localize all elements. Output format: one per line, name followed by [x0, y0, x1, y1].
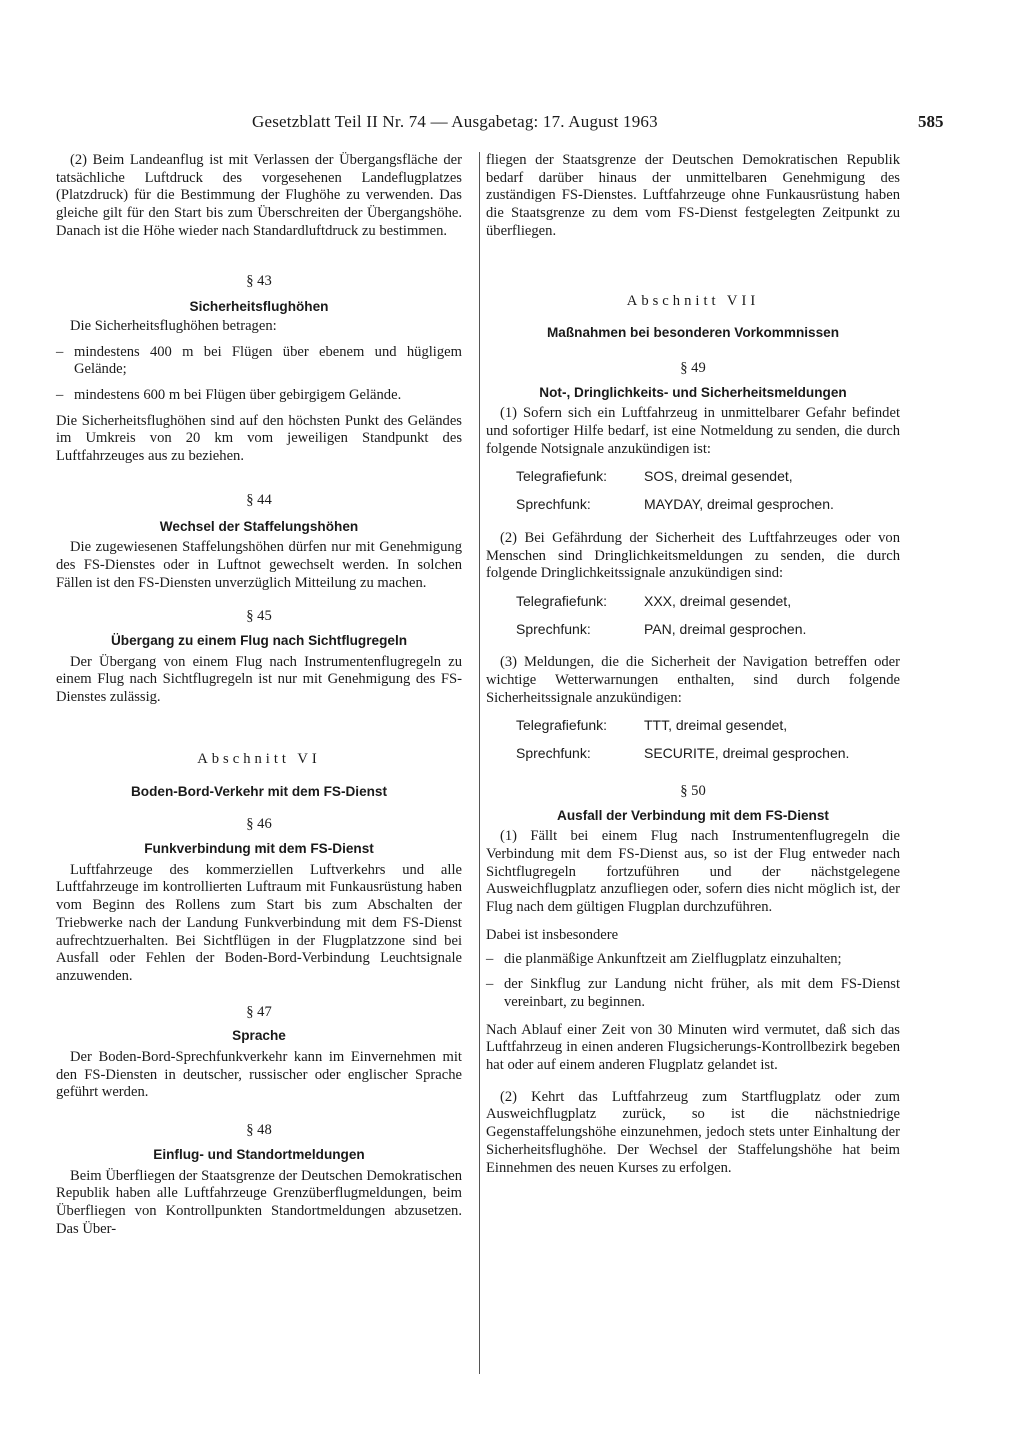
signal-value: XXX, dreimal gesendet,	[644, 592, 792, 609]
list-item	[486, 951, 900, 969]
running-header: Gesetzblatt Teil II Nr. 74 — Ausgabetag: 17. August 1963	[252, 112, 658, 131]
list-item	[56, 344, 462, 379]
paragraph: (2) Bei Gefährdung der Sicherheit des Luftfahrzeuges oder von Menschen sind Dringlichkeitsmeldungen zu senden, die durch folgende Dringlichkeitssignale anzukündigen sind:	[486, 529, 900, 582]
section-title: Einflug- und Standortmeldungen	[153, 1146, 365, 1162]
paragraph: Nach Ablauf einer Zeit von 30 Minuten wird vermutet, daß sich das Luftfahrzeug in einen anderen Flugsicherungs-Kontrollbezirk begeben hat oder auf einem anderen Flugplatz gelandet ist.	[486, 1021, 900, 1074]
section-number: § 43	[246, 272, 272, 289]
list-dash: –	[56, 387, 64, 404]
section-title: Not-, Dringlichkeits- und Sicherheitsmeldungen	[539, 384, 847, 400]
section-number: § 47	[246, 1003, 272, 1020]
section-number: § 48	[246, 1122, 272, 1139]
section-title: Übergang zu einem Flug nach Sichtflugregeln	[110, 633, 408, 649]
signal-value: SOS, dreimal gesendet,	[644, 468, 793, 485]
signal-row	[486, 593, 900, 611]
paragraph: Die Sicherheitsflughöhen sind auf den höchsten Punkt des Geländes im Umkreis von 20 km vom jeweiligen Standpunkt des Luftfahrzeuges aus zu beziehen.	[56, 412, 462, 465]
paragraph: Die zugewiesenen Staffelungshöhen dürfen nur mit Genehmigung des FS-Dienstes oder in Luftnot gewechselt werden. In solchen Fällen ist den FS-Diensten unverzüglich Mitteilung zu machen.	[56, 539, 462, 591]
section-number: § 45	[246, 608, 272, 625]
list-item	[56, 387, 462, 405]
list-item-text: der Sinkflug zur Landung nicht früher, als mit dem FS-Dienst vereinbart, zu beginnen.	[504, 976, 900, 1010]
signal-value: MAYDAY, dreimal gesprochen.	[644, 496, 834, 513]
list-item-text: mindestens 400 m bei Flügen über ebenem und hügligem Gelände;	[74, 343, 462, 378]
list-item	[486, 976, 900, 1011]
paragraph: Luftfahrzeuge des kommerziellen Luftverkehrs und alle Luftfahrzeuge im kontrollierten Luftraum mit Funkausrüstung haben vom Beginn des Rollens zum Start bis zum Abschalten der Triebwerke nach der Landung Funkverbindung mit dem FS-Dienst aufrechtzuerhalten. Bei Sichtflügen in der Flugplatzzone sind bei Ausfall oder Fehlen der Boden-Bord-Verbindung Leuchtsignale anzuwenden.	[56, 861, 462, 984]
section-number: § 46	[246, 816, 272, 833]
left-column	[56, 152, 462, 1238]
list-item-text: mindestens 600 m bei Flügen über gebirgigem Gelände.	[74, 387, 402, 404]
part-title: Maßnahmen bei besonderen Vorkommnissen	[546, 325, 840, 341]
signal-value: PAN, dreimal gesprochen.	[644, 620, 807, 637]
paragraph: (2) Kehrt das Luftfahrzeug zum Startflugplatz oder zum Ausweichflugplatz zurück, so ist die nächstniedrige Gegenstaffelungshöhe einzunehmen, jedoch stets unter Einhaltung der Sicherheitsflughöhe. Der Wechsel der Staffelungshöhe hat beim Einnehmen des neuen Kurses zu erfolgen.	[486, 1088, 900, 1176]
paragraph: Dabei ist insbesondere	[486, 926, 619, 943]
signal-type: Sprechfunk:	[516, 496, 591, 513]
section-title: Funkverbindung mit dem FS-Dienst	[144, 840, 374, 856]
paragraph: (1) Fällt bei einem Flug nach Instrumentenflugregeln die Verbindung mit dem FS-Dienst aus, so ist der Flug entweder nach Sichtflugregeln fortzuführen und der nächstgelegene Ausweichflugplatz anzufliegen oder, sofern dies nicht möglich ist, der Flug nach dem gültigen Flugplan durchzuführen.	[486, 828, 900, 916]
signal-type: Telegrafiefunk:	[516, 717, 608, 734]
paragraph: Der Übergang von einem Flug nach Instrumentenflugregeln zu einem Flug nach Sichtflugregeln ist nur mit Genehmigung des FS-Dienstes zulässig.	[56, 653, 462, 706]
signal-row	[486, 468, 900, 486]
list-dash: –	[486, 950, 494, 967]
paragraph: Beim Überfliegen der Staatsgrenze der Deutschen Demokratischen Republik haben alle Luftfahrzeuge Grenzüberflugmeldungen, beim Überfliegen von Kontrollpunkten Standortmeldungen abzusetzen. Das Über-	[56, 1167, 462, 1237]
paragraph: fliegen der Staatsgrenze der Deutschen Demokratischen Republik bedarf darüber hinaus der unmittelbaren Genehmigung des zuständigen FS-Dienstes. Luftfahrzeuge ohne Funkausrüstung haben die Staatsgrenze zu dem vom FS-Dienst festgelegten Zeitpunkt zu überfliegen.	[486, 152, 900, 239]
section-number: § 44	[246, 491, 272, 508]
signal-value: TTT, dreimal gesendet,	[644, 717, 788, 734]
signal-row	[486, 745, 900, 763]
list-dash: –	[56, 343, 64, 360]
paragraph: (3) Meldungen, die die Sicherheit der Navigation betreffen oder wichtige Wetterwarnungen enthalten, sind durch folgende Sicherheitssignale anzukündigen:	[486, 654, 900, 706]
paragraph: Die Sicherheitsflughöhen betragen:	[70, 317, 277, 334]
paragraph: (1) Sofern sich ein Luftfahrzeug in unmittelbarer Gefahr befindet und sofortiger Hilfe bedarf, ist eine Notmeldung zu senden, die durch folgende Notsignale anzukündigen ist:	[486, 405, 900, 457]
section-number: § 50	[680, 782, 706, 799]
section-title: Sprache	[232, 1028, 286, 1044]
column-divider	[479, 152, 480, 1374]
signal-type: Sprechfunk:	[516, 745, 591, 762]
signal-type: Telegrafiefunk:	[516, 468, 608, 485]
section-number: § 49	[680, 359, 706, 376]
section-title: Ausfall der Verbindung mit dem FS-Dienst	[557, 807, 829, 823]
part-heading: Abschnitt VII	[626, 292, 760, 309]
right-column	[486, 152, 900, 1177]
signal-row	[486, 717, 900, 735]
part-heading: Abschnitt VI	[197, 750, 321, 767]
signal-value: SECURITE, dreimal gesprochen.	[644, 745, 850, 762]
signal-row	[486, 621, 900, 639]
list-item-text: die planmäßige Ankunftzeit am Zielflugplatz einzuhalten;	[504, 950, 842, 967]
paragraph: (2) Beim Landeanflug ist mit Verlassen der Übergangsfläche der tatsächliche Luftdruck des vorgesehenen Landeflugplatzes (Platzdruck) für die Bestimmung der Flughöhe zu verwenden. Das gleiche gilt für den Start bis zum Überschreiten der Übergangshöhe. Danach ist die Höhe wieder nach Standardluftdruck zu bestimmen.	[56, 152, 462, 239]
paragraph: Der Boden-Bord-Sprechfunkverkehr kann im Einvernehmen mit den FS-Diensten in deutscher, russischer oder englischer Sprache geführt werden.	[56, 1049, 462, 1101]
part-title: Boden-Bord-Verkehr mit dem FS-Dienst	[130, 783, 388, 799]
section-title: Wechsel der Staffelungshöhen	[159, 518, 359, 534]
signal-type: Telegrafiefunk:	[516, 592, 608, 609]
section-title: Sicherheitsflughöhen	[189, 299, 329, 315]
list-dash: –	[486, 976, 494, 993]
signal-row	[486, 496, 900, 514]
signal-type: Sprechfunk:	[516, 620, 591, 637]
page-number: 585	[918, 112, 944, 131]
